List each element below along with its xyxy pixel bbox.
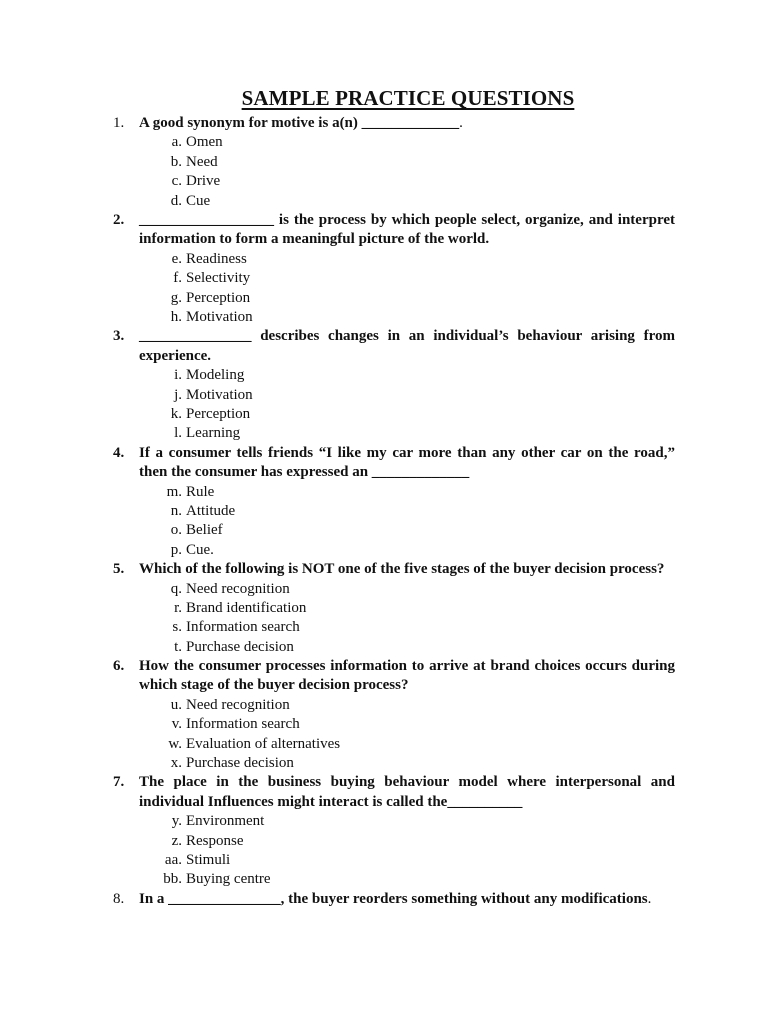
question-number: 7. — [113, 774, 125, 791]
option-text: Belief — [186, 522, 223, 539]
answer-option — [0, 133, 768, 152]
question-number: 2. — [113, 211, 125, 228]
option-list — [0, 133, 768, 211]
question-item — [113, 327, 675, 366]
option-text: Selectivity — [186, 270, 251, 287]
option-letter: w. — [168, 735, 182, 752]
answer-option — [0, 715, 768, 734]
option-list — [0, 812, 768, 890]
option-text: Stimuli — [186, 852, 231, 869]
question-stem: _______________ describes changes in an individual’s behaviour arising from experience. — [139, 328, 675, 364]
option-text: Cue — [186, 192, 211, 209]
option-text: Need — [186, 153, 218, 170]
option-letter: p. — [170, 541, 182, 558]
option-letter: b. — [170, 153, 182, 170]
answer-option — [0, 541, 768, 560]
question-item — [113, 444, 675, 483]
option-text: Modeling — [186, 367, 245, 384]
question-stem: If a consumer tells friends “I like my car more than any other car on the road,” then the consumer has expressed an _____________ — [139, 444, 675, 481]
option-letter: a. — [171, 134, 182, 151]
question-text — [139, 444, 675, 483]
option-letter: k. — [170, 405, 182, 422]
option-letter: h. — [170, 308, 182, 325]
option-letter: m. — [166, 483, 182, 500]
question-number: 6. — [113, 658, 125, 675]
question-punctuation: . — [459, 115, 463, 131]
option-text: Buying centre — [186, 871, 271, 888]
answer-option — [0, 308, 768, 327]
option-letter: aa. — [164, 852, 182, 869]
answer-option — [0, 618, 768, 637]
option-letter: x. — [170, 755, 182, 772]
answer-option — [0, 405, 768, 424]
answer-option — [0, 153, 768, 172]
option-text: Omen — [186, 134, 223, 151]
question-item — [113, 114, 675, 133]
option-text: Purchase decision — [186, 755, 294, 772]
answer-option — [0, 483, 768, 502]
question-text — [139, 327, 675, 366]
answer-option — [0, 638, 768, 657]
question-item — [113, 560, 675, 579]
option-list — [0, 250, 768, 328]
option-text: Drive — [186, 173, 221, 190]
question-text — [139, 773, 675, 812]
question-item — [113, 211, 675, 250]
answer-option — [0, 580, 768, 599]
question-number: 3. — [113, 328, 125, 345]
page-title: SAMPLE PRACTICE QUESTIONS — [241, 86, 575, 110]
answer-option — [0, 250, 768, 269]
option-text: Motivation — [186, 308, 253, 325]
option-text: Perception — [186, 289, 251, 306]
answer-option — [0, 192, 768, 211]
option-letter: i. — [174, 367, 182, 384]
option-list — [0, 580, 768, 658]
answer-option — [0, 424, 768, 443]
option-letter: bb. — [163, 871, 182, 888]
option-text: Purchase decision — [186, 638, 294, 655]
option-letter: e. — [171, 250, 182, 267]
option-text: Readiness — [186, 250, 247, 267]
question-stem: In a _______________, the buyer reorders something without any modifications — [139, 890, 648, 907]
option-text: Cue. — [186, 541, 214, 558]
option-letter: r. — [174, 599, 182, 616]
question-text — [139, 211, 675, 250]
question-item — [113, 890, 675, 909]
option-text: Environment — [186, 813, 265, 830]
option-letter: t. — [174, 638, 182, 655]
answer-option — [0, 289, 768, 308]
option-letter: y. — [171, 813, 182, 830]
option-letter: d. — [170, 192, 182, 209]
question-number: 5. — [113, 561, 125, 578]
option-letter: c. — [171, 173, 182, 190]
option-text: Attitude — [186, 502, 236, 519]
option-text: Rule — [186, 483, 215, 500]
option-letter: z. — [171, 832, 182, 849]
answer-option — [0, 870, 768, 889]
question-text — [139, 657, 675, 696]
answer-option — [0, 502, 768, 521]
answer-option — [0, 696, 768, 715]
question-number: 1. — [113, 115, 125, 131]
option-text: Need recognition — [186, 580, 290, 597]
question-stem: Which of the following is NOT one of the five stages of the buyer decision process? — [139, 561, 665, 578]
option-text: Motivation — [186, 386, 253, 403]
option-text: Need recognition — [186, 696, 290, 713]
question-stem: __________________ is the process by which people select, organize, and interpret information to form a meaningful picture of the world. — [139, 211, 675, 248]
question-item — [113, 773, 675, 812]
option-letter: f. — [173, 270, 182, 287]
answer-option — [0, 832, 768, 851]
answer-option — [0, 812, 768, 831]
option-letter: s. — [172, 619, 182, 636]
option-letter: q. — [170, 580, 182, 597]
answer-option — [0, 366, 768, 385]
question-stem: A good synonym for motive is a(n) _____________ — [139, 115, 460, 131]
question-text — [139, 560, 675, 579]
question-punctuation: . — [647, 890, 652, 907]
answer-option — [0, 269, 768, 288]
question-text — [139, 114, 675, 133]
option-letter: j. — [174, 386, 182, 403]
option-text: Information search — [186, 716, 300, 733]
option-text: Response — [186, 832, 244, 849]
answer-option — [0, 851, 768, 870]
answer-option — [0, 599, 768, 618]
option-letter: l. — [174, 425, 182, 442]
option-text: Information search — [186, 619, 300, 636]
question-item — [113, 657, 675, 696]
option-list — [0, 366, 768, 444]
answer-option — [0, 172, 768, 191]
answer-option — [0, 735, 768, 754]
option-letter: v. — [171, 716, 182, 733]
option-letter: n. — [170, 502, 182, 519]
option-text: Learning — [186, 425, 241, 442]
option-letter: g. — [170, 289, 182, 306]
option-letter: u. — [170, 696, 182, 713]
question-number: 8. — [113, 890, 125, 907]
option-text: Brand identification — [186, 599, 307, 616]
question-stem: How the consumer processes information to arrive at brand choices occurs during which stage of the buyer decision process? — [139, 658, 675, 694]
question-stem: The place in the business buying behaviour model where interpersonal and individual Influences might interact is called the__________ — [139, 774, 675, 810]
answer-option — [0, 521, 768, 540]
option-list — [0, 483, 768, 561]
answer-option — [0, 754, 768, 773]
answer-option — [0, 386, 768, 405]
option-letter: o. — [170, 522, 182, 539]
option-text: Perception — [186, 405, 251, 422]
question-list — [0, 114, 768, 909]
option-text: Evaluation of alternatives — [186, 735, 341, 752]
question-text — [139, 890, 675, 909]
option-list — [0, 696, 768, 774]
question-number: 4. — [113, 444, 125, 461]
